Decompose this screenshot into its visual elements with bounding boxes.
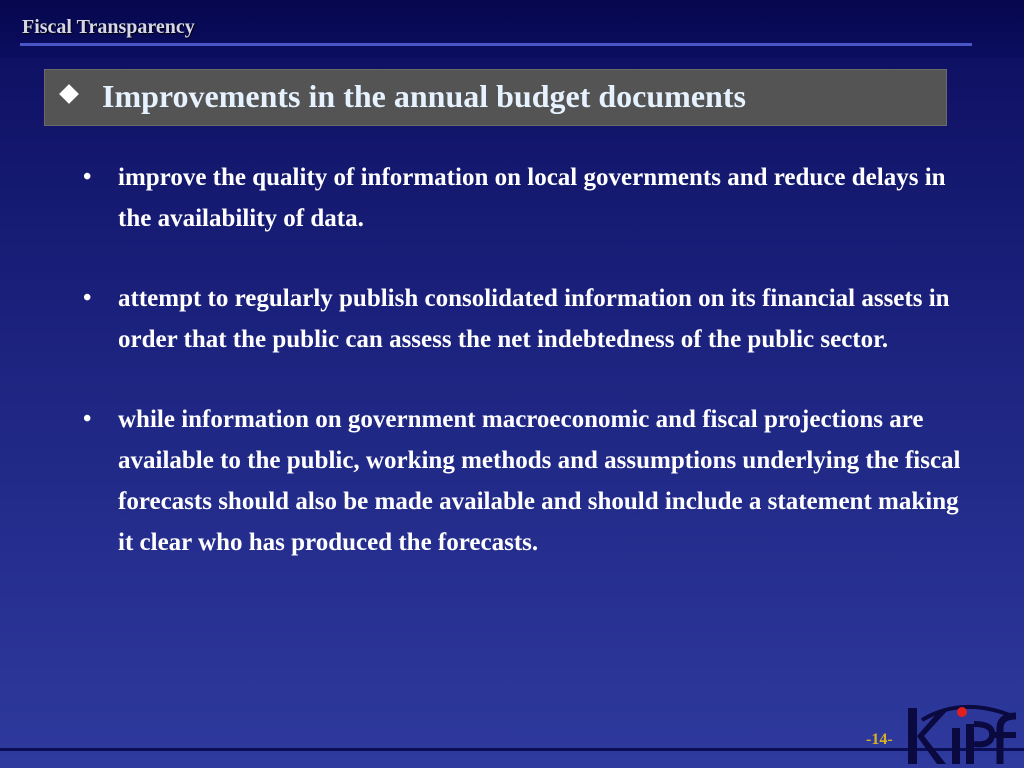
header-title: Fiscal Transparency xyxy=(22,16,195,38)
kipf-logo-icon xyxy=(900,698,1024,768)
slide-title: Improvements in the annual budget documents xyxy=(102,78,746,114)
page-number: -14- xyxy=(866,731,893,748)
bullet-item-2 xyxy=(80,278,980,360)
bullet-dot-icon: • xyxy=(83,285,92,311)
bullet-text: improve the quality of information on local governments and reduce delays in the availability of data. xyxy=(118,164,946,232)
bullet-item-1 xyxy=(80,157,980,239)
bullet-dot-icon: • xyxy=(83,406,92,432)
bullet-dot-icon: • xyxy=(83,164,92,190)
header-divider xyxy=(20,43,972,46)
bullet-text: attempt to regularly publish consolidated information on its financial assets in order that the public can assess the net indebtedness of the public sector. xyxy=(118,285,950,353)
bullet-list xyxy=(80,157,980,602)
bullet-item-3 xyxy=(80,399,980,563)
bullet-text: while information on government macroeconomic and fiscal projections are available to the public, working methods and assumptions underlying the fiscal forecasts should also be made available and should include a statement making it clear who has produced the forecasts. xyxy=(118,406,961,556)
